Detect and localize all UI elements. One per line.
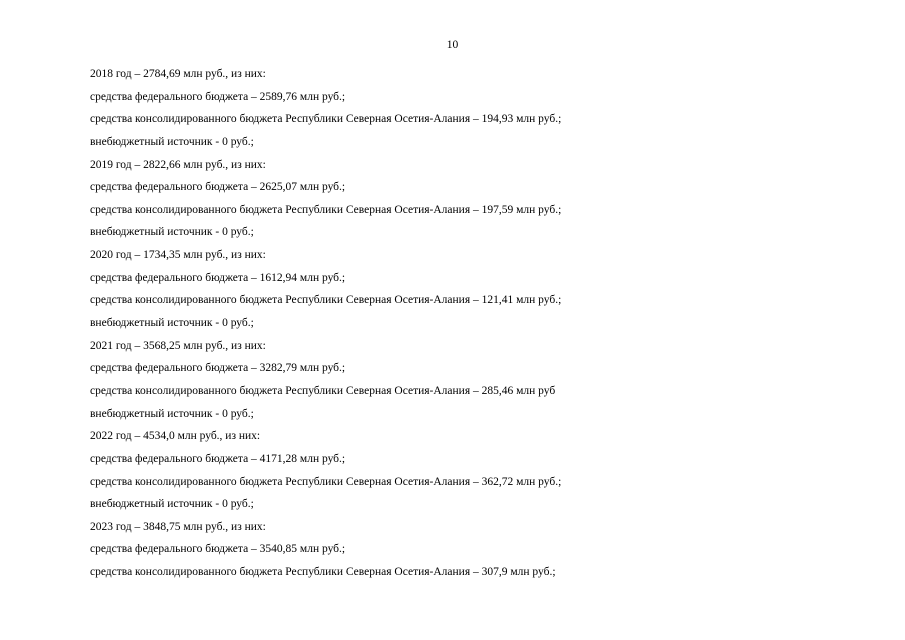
text-line: средства консолидированного бюджета Республики Северная Осетия-Алания – 285,46 млн руб: [90, 384, 556, 397]
text-line: 2022 год – 4534,0 млн руб., из них:: [90, 430, 261, 443]
text-line: средства федерального бюджета – 1612,94 млн руб.;: [90, 271, 346, 284]
funding-list: [90, 67, 850, 588]
text-line: 2020 год – 1734,35 млн руб., из них:: [90, 249, 266, 262]
text-line: средства федерального бюджета – 3282,79 млн руб.;: [90, 362, 346, 375]
text-line: 2021 год – 3568,25 млн руб., из них:: [90, 339, 266, 352]
text-line: средства консолидированного бюджета Республики Северная Осетия-Алания – 121,41 млн руб.;: [90, 294, 562, 307]
text-line: средства федерального бюджета – 2589,76 млн руб.;: [90, 90, 346, 103]
text-line: внебюджетный источник - 0 руб.;: [90, 407, 254, 420]
text-line: 2019 год – 2822,66 млн руб., из них:: [90, 158, 266, 171]
text-line: внебюджетный источник - 0 руб.;: [90, 135, 254, 148]
text-line: средства консолидированного бюджета Республики Северная Осетия-Алания – 197,59 млн руб.;: [90, 203, 562, 216]
text-line: средства консолидированного бюджета Республики Северная Осетия-Алания – 307,9 млн руб.;: [90, 566, 556, 579]
text-line: средства консолидированного бюджета Республики Северная Осетия-Алания – 194,93 млн руб.;: [90, 113, 562, 126]
text-line: средства федерального бюджета – 2625,07 млн руб.;: [90, 181, 346, 194]
text-line: 2018 год – 2784,69 млн руб., из них:: [90, 68, 266, 80]
text-line: средства федерального бюджета – 4171,28 млн руб.;: [90, 452, 346, 465]
text-line: средства консолидированного бюджета Республики Северная Осетия-Алания – 362,72 млн руб.;: [90, 475, 562, 488]
page-number: 10: [446, 39, 459, 51]
text-line: внебюджетный источник - 0 руб.;: [90, 498, 254, 511]
text-line: внебюджетный источник - 0 руб.;: [90, 226, 254, 239]
text-line: средства федерального бюджета – 3540,85 млн руб.;: [90, 543, 346, 556]
text-line: внебюджетный источник - 0 руб.;: [90, 317, 254, 330]
text-line: 2023 год – 3848,75 млн руб., из них:: [90, 520, 266, 533]
